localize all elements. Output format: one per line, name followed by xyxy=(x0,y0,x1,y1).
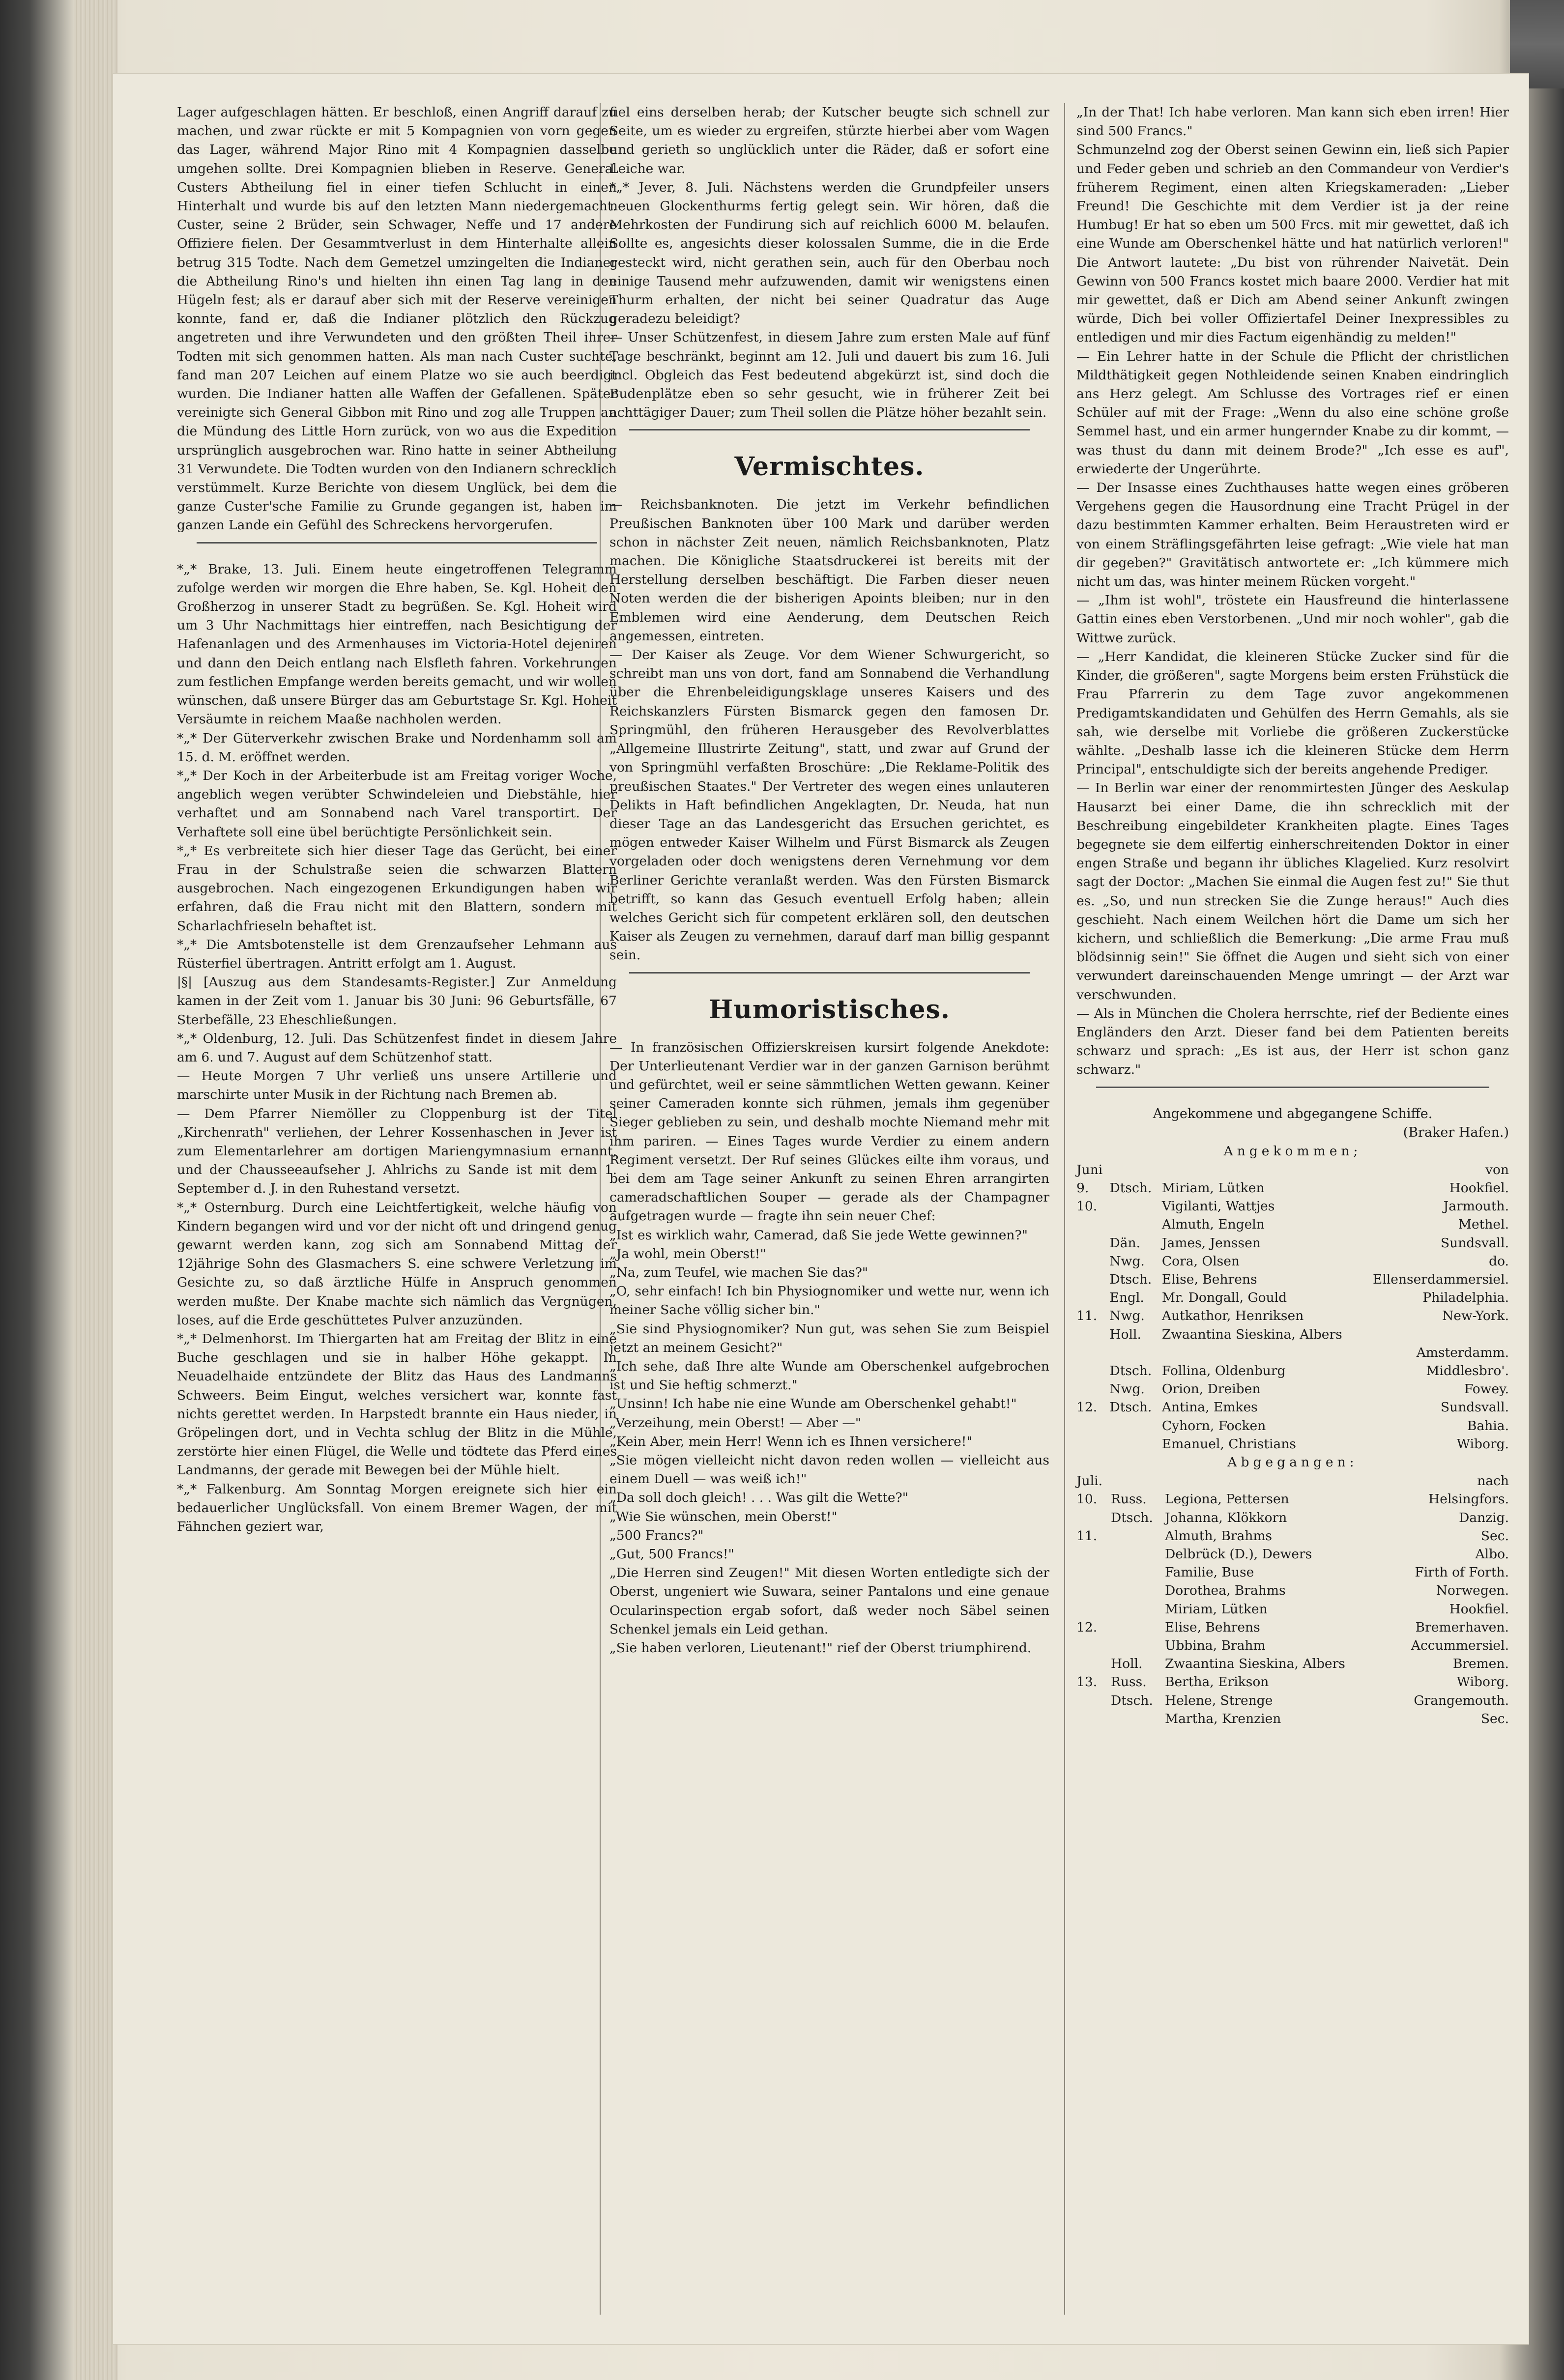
ship-row xyxy=(1076,1215,1509,1233)
ship-name: Bertha, Erikson xyxy=(1165,1674,1269,1690)
ship-flag: Engl. xyxy=(1109,1290,1144,1306)
table-row xyxy=(1076,1161,1509,1179)
anecdote-paragraph: Schmunzelnd zog der Oberst seinen Gewinn ein, ließ sich Papier und Feder geben und schrieb an den Commandeur von Verdier's früherem Regiment, einen alten Kriegskameraden: „Lieber Freund! Die Geschichte mit dem Verdier ist ja der reine Humbug! Er hat so eben um 500 Frcs. mit mir gewettet, daß ich eine Wunde am Oberschenkel hätte und hat natürlich verloren!" Die Antwort lautete: „Du bist von rührender Naivetät. Dein Gewinn von 500 Francs kostet mich baare 2000. Verdier hat mit mir gewettet, daß er Dich am Abend seiner Ankunft zwingen würde, Dich bei voller Offiziertafel Deiner Inexpressibles zu entledigen und mir dies Factum eigenhändig zu melden!" xyxy=(1076,142,1509,345)
ship-name: Miriam, Lütken xyxy=(1165,1601,1268,1617)
ship-list-departed-heading: Abgegangen: xyxy=(1227,1455,1358,1470)
article-paragraph: — Reichsbanknoten. Die jetzt im Verkehr befindlichen Preußischen Banknoten über 100 Mark und darüber werden schon in nächster Zeit neuen, nämlich Reichsbanknoten, Platz machen. Die Königliche Staatsdruckerei ist bereits mit der Herstellung derselben beschäftigt. Die Farben dieser neuen Noten werden die der bisherigen Apoints bleiben; nur in den Emblemen wird eine Aenderung, dem Deutschen Reich angemessen, eintreten. xyxy=(609,497,1049,644)
ship-port: Hookfiel. xyxy=(1449,1601,1509,1617)
ship-row xyxy=(1076,1417,1509,1435)
ship-day xyxy=(1076,1380,1109,1398)
article-paragraph: Lager aufgeschlagen hätten. Er beschloß, einen Angriff darauf zu machen, und zwar rückte er mit 5 Kompagnien von vorn gegen das Lager, während Major Rino mit 4 Kompagnien dasselbe umgehen sollte. Drei Kompagnien blieben in Reserve. General Custers Abtheilung fiel in einer tiefen Schlucht in einen Hinterhalt und wurde bis auf den letzten Mann niedergemacht. Custer, seine 2 Brüder, sein Schwager, Neffe und 17 andere Offiziere fielen. Der Gesammtverlust in dem Hinterhalte allein betrug 315 Todte. Nach dem Gemetzel umzingelten die Indianer die Abtheilung Rino's und hielten ihn einen Tag lang in den Hügeln fest; als er darauf aber sich mit der Reserve vereinigen konnte, fand er, daß die Indianer plötzlich den Rückzug angetreten und ihre Verwundeten und den größten Theil ihrer Todten mit sich genommen hatten. Als man nach Custer suchte, fand man 207 Leichen auf einem Platze wo sie auch beerdigt wurden. Die Indianer hatten alle Waffen der Gefallenen. Später vereinigte sich General Gibbon mit Rino und zog alle Truppen an die Mündung des Little Horn zurück, von wo aus die Expedition ursprünglich ausgebrochen war. Rino hatte in seiner Abtheilung 31 Verwundete. Die Todten wurden von den Indianern schrecklich verstümmelt. Kurze Berichte von diesem Unglück, bei dem die ganze Custer'sche Familie zu Grunde gegangen ist, haben im ganzen Lande ein Gefühl des Schreckens hervorgerufen. xyxy=(177,105,617,533)
ship-row xyxy=(1076,1344,1509,1362)
dialogue-line: „Die Herren sind Zeugen!" Mit diesen Worten entledigte sich der Oberst, ungeniert wie Suwara, seiner Pantalons und eine genaue Ocularinspection ergab sofort, daß weder noch Säbel seinen Schenkel jemals ein Leid gethan. xyxy=(609,1565,1049,1637)
section-title-humoristisches: Humoristisches. xyxy=(708,994,951,1025)
ship-row xyxy=(1076,1362,1509,1380)
local-news-paragraph: — Heute Morgen 7 Uhr verließ uns unsere Artillerie und marschirte unter Musik in der Richtung nach Bremen ab. xyxy=(177,1068,617,1103)
local-news-paragraph: *„* Es verbreitete sich hier dieser Tage das Gerücht, bei einer Frau in der Schulstraße seien die schwarzen Blattern ausgebrochen. Nach eingezogenen Erkundigungen haben wir erfahren, daß die Frau nicht mit den Blattern, sondern mit Scharlachfrieseln behaftet ist. xyxy=(177,843,617,934)
ship-name: Orion, Dreiben xyxy=(1161,1381,1261,1397)
binding-edge xyxy=(74,0,118,2380)
local-news-jever: *„* Jever, 8. Juli. Nächstens werden die Grundpfeiler unsers neuen Glockenthurms fertig gelegt sein. Wir hören, daß die Mehrkosten der Fundirung sich auf reichlich 6000 M. belaufen. Sollte es, angesichts dieser kolossalen Summe, die in die Erde gesteckt wird, nicht gerathen sein, auch für den Oberbau noch einige Tausend mehr aufzuwenden, damit wir wenigstens einen Thurm erhalten, der nicht bei seiner Quadratur das Auge geradezu beleidigt? xyxy=(609,179,1049,327)
ship-name: Ubbina, Brahm xyxy=(1165,1638,1266,1654)
ship-flag: Nwg. xyxy=(1109,1381,1145,1397)
anecdote-paragraph: — „Ihm ist wohl", tröstete ein Hausfreund die hinterlassene Gattin eines eben Verstorbenen. „Und mir noch wohler", gab die Wittwe zurück. xyxy=(1076,593,1509,646)
column-left xyxy=(177,103,617,1536)
ship-row xyxy=(1076,1563,1509,1581)
ship-row xyxy=(1076,1692,1509,1710)
ship-flag: Dän. xyxy=(1109,1235,1141,1251)
ship-list-source: (Braker Hafen.) xyxy=(1403,1124,1509,1140)
ship-day: 10. xyxy=(1076,1199,1098,1214)
dialogue-line: „Ja wohl, mein Oberst!" xyxy=(609,1246,766,1262)
dialogue-line: „Na, zum Teufel, wie machen Sie das?" xyxy=(609,1264,869,1280)
ship-day xyxy=(1076,1600,1111,1618)
dialogue-line: „Verzeihung, mein Oberst! — Aber —" xyxy=(609,1415,862,1431)
ship-name: Martha, Krenzien xyxy=(1165,1711,1281,1726)
ship-row xyxy=(1076,1509,1509,1527)
article-paragraph: — Unser Schützenfest, in diesem Jahre zum ersten Male auf fünf Tage beschränkt, beginnt am 12. Juli und dauert bis zum 16. Juli incl. Obgleich das Fest bedeutend abgekürzt ist, sind doch die Budenplätze eben so sehr gesucht, wie in früherer Zeit bei achttägiger Dauer; zum Theil sollen die Plätze höher bezahlt sein. xyxy=(609,330,1049,421)
ship-flag xyxy=(1109,1197,1161,1215)
ship-name: Elise, Behrens xyxy=(1165,1619,1260,1635)
ship-flag xyxy=(1111,1527,1165,1545)
ship-row xyxy=(1076,1234,1509,1252)
local-news-osternburg: *„* Osternburg. Durch eine Leichtfertigkeit, welche häufig von Kindern begangen wird und vor der nicht oft und dringend genug gewarnt werden kann, zog sich am Sonnabend Mittag der 12jährige Sohn des Glasmachers S. eine schwere Verletzung im Gesichte zu, so daß ärztliche Hülfe in Anspruch genommen werden mußte. Der Knabe machte sich nämlich das Vergnügen, loses, auf die Erde geschüttetes Pulver anzuzünden. xyxy=(177,1200,617,1328)
ship-day xyxy=(1076,1710,1111,1728)
ship-port: Bahia. xyxy=(1467,1418,1509,1434)
ship-day xyxy=(1076,1289,1109,1307)
ship-name: Helene, Strenge xyxy=(1165,1692,1273,1708)
table-row xyxy=(1076,1472,1509,1490)
ship-port xyxy=(1373,1325,1509,1344)
ship-day xyxy=(1076,1215,1109,1233)
ship-name: Almuth, Engeln xyxy=(1161,1217,1265,1233)
ship-name: James, Jenssen xyxy=(1161,1235,1261,1251)
dialogue-line: „Kein Aber, mein Herr! Wenn ich es Ihnen versichere!" xyxy=(609,1434,973,1449)
ship-flag xyxy=(1111,1600,1165,1618)
ship-row xyxy=(1076,1179,1509,1197)
departed-ships-table xyxy=(1076,1472,1509,1728)
ship-name: Antina, Emkes xyxy=(1161,1400,1258,1415)
ship-flag xyxy=(1111,1618,1165,1636)
ship-name: Elise, Behrens xyxy=(1161,1271,1257,1287)
ship-list-arrived-heading: Angekommen; xyxy=(1223,1143,1362,1159)
ship-day xyxy=(1076,1435,1109,1453)
local-news-falkenburg: *„* Falkenburg. Am Sonntag Morgen ereignete sich hier ein bedauerlicher Unglücksfall. Von einem Bremer Wagen, der mit Fähnchen geziert war, xyxy=(177,1481,617,1535)
ship-flag: Nwg. xyxy=(1109,1253,1145,1269)
ship-flag xyxy=(1109,1417,1161,1435)
ship-name: Almuth, Brahms xyxy=(1165,1528,1273,1544)
ship-flag xyxy=(1111,1545,1165,1563)
ship-row xyxy=(1076,1325,1509,1344)
ship-port: Helsingfors. xyxy=(1428,1491,1509,1507)
ship-row xyxy=(1076,1435,1509,1453)
local-news-delmenhorst: *„* Delmenhorst. Im Thiergarten hat am Freitag der Blitz in eine Buche geschlagen und sie in halber Höhe gekappt. In Neuadelhaide entzündete der Blitz das Haus des Landmanns Schweers. Beim Eingut, welches versichert war, konnte fast nichts gerettet werden. In Harpstedt brannte ein Haus nieder, in Gröpelingen dort, und in Vechta schlug der Blitz in die Mühle, zerstörte hier einen Flügel, die Welle und tödtete das Pferd eines Landmanns, der gerade mit Bewegen bei der Mühle hielt. xyxy=(177,1331,617,1478)
ship-port: Bremerhaven. xyxy=(1415,1619,1509,1635)
dialogue-line: „Sie sind Physiognomiker? Nun gut, was sehen Sie zum Beispiel jetzt an meinem Gesicht?" xyxy=(609,1321,1049,1355)
arrived-ships-table xyxy=(1076,1161,1509,1453)
ship-day: 13. xyxy=(1076,1674,1098,1690)
article-paragraph: fiel eins derselben herab; der Kutscher beugte sich schnell zur Seite, um es wieder zu ergreifen, stürzte hierbei aber vom Wagen und gerieth so unglücklich unter die Räder, daß er sofort eine Leiche war. xyxy=(609,105,1049,176)
ship-day xyxy=(1076,1581,1111,1600)
ship-row xyxy=(1076,1398,1509,1416)
dialogue-line: „Sie mögen vielleicht nicht davon reden wollen — vielleicht aus einem Duell — was weiß ich!" xyxy=(609,1453,1049,1487)
dialogue-line: „Sie haben verloren, Lieutenant!" rief der Oberst triumphirend. xyxy=(609,1640,1032,1656)
month-label: Juli. xyxy=(1076,1473,1103,1489)
ship-name: Miriam, Lütken xyxy=(1161,1180,1265,1196)
ship-row xyxy=(1076,1710,1509,1728)
local-news-paragraph: — Dem Pfarrer Niemöller zu Cloppenburg ist der Titel „Kirchenrath" verliehen, der Lehrer Kossenhaschen in Jever ist zum Elementarlehrer am dortigen Mariengymnasium ernannt, und der Chausseeaufseher J. Ahlrichs zu Sande ist mit dem 1. September d. J. in den Ruhestand versetzt. xyxy=(177,1106,617,1197)
ship-name: Vigilanti, Wattjes xyxy=(1161,1199,1275,1214)
dialogue-line: „Unsinn! Ich habe nie eine Wunde am Oberschenkel gehabt!" xyxy=(609,1396,1017,1412)
ship-day xyxy=(1076,1344,1109,1362)
ship-row xyxy=(1076,1490,1509,1508)
anecdote-paragraph: — In französischen Offizierskreisen kursirt folgende Anekdote: Der Unterlieutenant Verdier war in der ganzen Garnison berühmt und gefürchtet, weil er seine sämmtlichen Wetten gewann. Keiner seiner Cameraden konnte sich rühmen, jemals ihm gegenüber Sieger geblieben zu sein, und deshalb mochte Niemand mehr mit ihm pariren. — Eines Tages wurde Verdier zu einem andern Regiment versetzt. Der Ruf seines Glückes eilte ihm voraus, und bei dem am Tage seiner Ankunft zu seinen Ehren arrangirten cameradschaftlichen Souper — gerade als der Champagner aufgetragen wurde — fragte ihn sein neuer Chef: xyxy=(609,1039,1049,1224)
ship-flag: Holl. xyxy=(1109,1326,1141,1342)
ship-port: Middlesbro'. xyxy=(1426,1363,1509,1378)
ship-flag xyxy=(1109,1435,1161,1453)
ship-day: 11. xyxy=(1076,1308,1098,1324)
ship-flag: Russ. xyxy=(1111,1491,1147,1507)
ship-flag xyxy=(1111,1636,1165,1655)
dialogue-line: „Da soll doch gleich! . . . Was gilt die Wette?" xyxy=(609,1490,908,1506)
ship-flag: Dtsch. xyxy=(1111,1510,1153,1525)
ship-row xyxy=(1076,1600,1509,1618)
ship-day xyxy=(1076,1234,1109,1252)
from-label: von xyxy=(1485,1162,1509,1177)
ship-day xyxy=(1076,1655,1111,1673)
anecdote-paragraph: — Ein Lehrer hatte in der Schule die Pflicht der christlichen Mildthätigkeit gegen Nothleidende seinen Knaben eindringlich ans Herz gelegt. Am Schlusse des Vortrages rief er einen Schüler auf mit der Frage: „Wenn du also eine schöne große Semmel hast, und ein armer hungernder Knabe zu dir kommt, — was thust du dann mit deinem Brode?" „Ich esse es auf", erwiederte der Ungerührte. xyxy=(1076,348,1509,477)
dialogue-line: „Ich sehe, daß Ihre alte Wunde am Oberschenkel aufgebrochen ist und Sie heftig schmerzt." xyxy=(609,1358,1049,1393)
anecdote-paragraph: — In Berlin war einer der renommirtesten Jünger des Aeskulap Hausarzt bei einer Dame, die ihn schrecklich mit der Beschreibung eingebildeter Krankheiten plagte. Eines Tages begegnete sie dem eilfertig einherschreitenden Doktor in einer engen Straße und begann ihr übliches Klagelied. Kurz resolvirt sagt der Doctor: „Machen Sie einmal die Augen fest zu!" Sie thut es. „So, und nun strecken Sie die Zunge heraus!" Auch dies geschieht. Nach einem Weilchen hört die Dame um sich her kichern, und schließlich die Bemerkung: „Die arme Frau muß blödsinnig sein!" Sie öffnet die Augen und sieht sich von einer verwundert dareinschauenden Menge umringt — der Arzt war verschwunden. xyxy=(1076,780,1509,1003)
ship-port: Grangemouth. xyxy=(1414,1692,1509,1708)
ship-day: 12. xyxy=(1076,1400,1098,1415)
ship-day xyxy=(1076,1417,1109,1435)
ship-row xyxy=(1076,1545,1509,1563)
ship-row xyxy=(1076,1527,1509,1545)
ship-port: Sundsvall. xyxy=(1441,1235,1509,1251)
dialogue-line: „Wie Sie wünschen, mein Oberst!" xyxy=(609,1509,838,1524)
ship-flag xyxy=(1109,1215,1161,1233)
ship-flag: Holl. xyxy=(1111,1656,1143,1672)
local-news-paragraph: *„* Die Amtsbotenstelle ist dem Grenzaufseher Lehmann aus Rüsterfiel übertragen. Antritt erfolgt am 1. August. xyxy=(177,937,617,971)
dialogue-line: „Gut, 500 Francs!" xyxy=(609,1547,734,1562)
ship-port: Albo. xyxy=(1475,1547,1509,1562)
ship-name: Mr. Dongall, Gould xyxy=(1161,1290,1287,1306)
ship-port: Wiborg. xyxy=(1456,1436,1509,1452)
ship-port: Hookfiel. xyxy=(1449,1180,1509,1196)
ship-day xyxy=(1076,1362,1109,1380)
dialogue-line: „O, sehr einfach! Ich bin Physiognomiker und wette nur, wenn ich meiner Sache völlig sicher bin." xyxy=(609,1284,1049,1318)
local-news-oldenburg: *„* Oldenburg, 12. Juli. Das Schützenfest findet in diesem Jahre am 6. und 7. August auf dem Schützenhof statt. xyxy=(177,1031,617,1065)
ship-day xyxy=(1076,1692,1111,1710)
local-news-paragraph: *„* Der Koch in der Arbeiterbude ist am Freitag voriger Woche, angeblich wegen verübter Schwindeleien und Diebstähle, hier verhaftet und am Sonnabend nach Varel transportirt. Der Verhaftete soll eine übel berüchtigte Persönlichkeit sein. xyxy=(177,768,617,840)
ship-port: Accummersiel. xyxy=(1411,1638,1509,1654)
ship-flag: Dtsch. xyxy=(1109,1363,1152,1378)
ship-flag: Nwg. xyxy=(1109,1308,1145,1324)
ship-name: Autkathor, Henriksen xyxy=(1161,1308,1304,1324)
ship-day xyxy=(1076,1270,1109,1289)
ship-row xyxy=(1076,1655,1509,1673)
ship-port: Fowey. xyxy=(1464,1381,1509,1397)
dialogue-line: „Ist es wirklich wahr, Camerad, daß Sie jede Wette gewinnen?" xyxy=(609,1227,1028,1243)
ship-flag xyxy=(1111,1563,1165,1581)
ship-day: 9. xyxy=(1076,1180,1089,1196)
ship-flag xyxy=(1111,1710,1165,1728)
ship-day xyxy=(1076,1563,1111,1581)
section-divider xyxy=(1096,1087,1489,1088)
ship-row xyxy=(1076,1270,1509,1289)
ship-flag: Dtsch. xyxy=(1109,1180,1152,1196)
section-title-vermischtes: Vermischtes. xyxy=(734,452,925,482)
ship-name xyxy=(1162,1344,1373,1362)
ship-flag: Dtsch. xyxy=(1109,1271,1152,1287)
column-middle xyxy=(609,103,1049,1658)
ship-day xyxy=(1076,1509,1111,1527)
ship-port: Methel. xyxy=(1458,1217,1509,1233)
to-label: nach xyxy=(1477,1473,1509,1489)
local-news-paragraph: *„* Der Güterverkehr zwischen Brake und Nordenhamm soll am 15. d. M. eröffnet werden. xyxy=(177,730,617,765)
column-right xyxy=(1076,103,1509,1728)
ship-day xyxy=(1076,1252,1109,1270)
anecdote-paragraph: „In der That! Ich habe verloren. Man kann sich eben irren! Hier sind 500 Francs." xyxy=(1076,105,1509,139)
ship-row xyxy=(1076,1636,1509,1655)
local-news-brake: *„* Brake, 13. Juli. Einem heute eingetroffenen Telegramm zufolge werden wir morgen die Ehre haben, Se. Kgl. Hoheit den Großherzog in unserer Stadt zu begrüßen. Se. Kgl. Hoheit wird um 3 Uhr Nachmittags hier eintreffen, nach Besichtigung der Hafenanlagen und des Armenhauses im Victoria-Hotel dejeniren und dann den Deich entlang nach Elsfleth fahren. Vorkehrungen zum festlichen Empfange werden bereits gemacht, und wir wollen wünschen, daß unsere Bürger das am Geburtstage Sr. Kgl. Hoheit Versäumte in reichem Maaße nachholen werden. xyxy=(177,561,617,727)
ship-row xyxy=(1076,1307,1509,1325)
anecdote-paragraph: — Der Insasse eines Zuchthauses hatte wegen eines gröberen Vergehens gegen die Hausordnung eine Tracht Prügel in der dazu bestimmten Kammer erhalten. Beim Heraustreten wird er von einem Sträflingsgefährten leise gefragt: „Wie viele hat man dir gegeben?" Gravitätisch antwortete er: „Ich kümmere mich nicht um das, was hinter meinem Rücken vorgeht." xyxy=(1076,480,1509,590)
ship-name: Familie, Buse xyxy=(1165,1565,1254,1580)
ship-name: Cyhorn, Focken xyxy=(1161,1418,1266,1434)
ship-port: Sundsvall. xyxy=(1441,1400,1509,1415)
ship-port: New-York. xyxy=(1442,1308,1509,1324)
ship-name: Dorothea, Brahms xyxy=(1165,1583,1286,1599)
ship-row xyxy=(1076,1581,1509,1600)
ship-row xyxy=(1076,1673,1509,1691)
dialogue-line: „500 Francs?" xyxy=(609,1527,704,1543)
ship-port: Bremen. xyxy=(1452,1656,1509,1672)
ship-port: Norwegen. xyxy=(1436,1583,1509,1599)
month-label: Juni xyxy=(1076,1162,1103,1177)
section-divider xyxy=(629,972,1030,974)
ship-day: 10. xyxy=(1076,1491,1098,1507)
column-rule xyxy=(1064,103,1065,2315)
ship-flag xyxy=(1109,1344,1161,1362)
ship-port: Wiborg. xyxy=(1456,1674,1509,1690)
anecdote-paragraph: — Als in München die Cholera herrschte, rief der Bediente eines Engländers den Arzt. Dieser fand bei dem Patienten bereits schwarz und sprach: „Es ist aus, der Herr ist schon ganz schwarz." xyxy=(1076,1005,1509,1078)
ship-day xyxy=(1076,1636,1111,1655)
ship-flag: Dtsch. xyxy=(1109,1400,1152,1415)
anecdote-paragraph: — „Herr Kandidat, die kleineren Stücke Zucker sind für die Kinder, die größeren", sagte Morgens beim ersten Frühstück die Frau Pfarrerin zu dem Tage zuvor angekommenen Predigamtskandidaten und Gehülfen des Herrn Gemahls, als sie sah, wie derselbe mit Vorliebe die größeren Zuckerstücke wählte. „Deshalb lasse ich die kleineren Stücke dem Herrn Principal", entschuldigte sich der bereits angehende Prediger. xyxy=(1076,649,1509,777)
ship-flag xyxy=(1111,1581,1165,1600)
ship-name: Emanuel, Christians xyxy=(1161,1436,1296,1452)
ship-port: Amsterdamm. xyxy=(1416,1345,1509,1360)
ship-day xyxy=(1076,1325,1109,1344)
ship-port: do. xyxy=(1489,1253,1509,1269)
ship-flag: Russ. xyxy=(1111,1674,1147,1690)
standesamt-register: |§| [Auszug aus dem Standesamts-Register.] Zur Anmeldung kamen in der Zeit vom 1. Januar bis 30 Juni: 96 Geburtsfälle, 67 Sterbefälle, 23 Eheschließungen. xyxy=(177,975,617,1028)
ship-name: Follina, Oldenburg xyxy=(1161,1363,1286,1378)
ship-day: 12. xyxy=(1076,1619,1098,1635)
ship-name: Cora, Olsen xyxy=(1161,1253,1240,1269)
ship-list-title: Angekommene und abgegangene Schiffe. xyxy=(1153,1106,1433,1121)
ship-port: Jarmouth. xyxy=(1443,1199,1509,1214)
ship-name: Delbrück (D.), Dewers xyxy=(1165,1547,1312,1562)
ship-port: Ellenserdammersiel. xyxy=(1372,1271,1509,1287)
ship-row xyxy=(1076,1380,1509,1398)
newspaper-page xyxy=(113,74,1529,2344)
section-divider xyxy=(197,542,597,544)
ship-port: Firth of Forth. xyxy=(1415,1565,1509,1580)
ship-row xyxy=(1076,1289,1509,1307)
section-divider xyxy=(629,429,1030,430)
ship-day xyxy=(1076,1545,1111,1563)
article-paragraph: — Der Kaiser als Zeuge. Vor dem Wiener Schwurgericht, so schreibt man uns von dort, fand am Sonnabend die Verhandlung über die Ehrenbeleidigungsklage unseres Kaisers und des Reichskanzlers Fürsten Bismarck gegen den famosen Dr. Springmühl, den früheren Herausgeber des Revolverblattes „Allgemeine Illustrirte Zeitung", statt, und zwar auf Grund der von Springmühl verfaßten Broschüre: „Die Reklame-Politik des preußischen Staates." Der Vertreter des wegen eines unlauteren Delikts in Haft befindlichen Angeklagten, Dr. Neuda, hat nun dieser Tage an das Landesgericht das Ersuchen gerichtet, es mögen entweder Kaiser Wilhelm und Fürst Bismarck als Zeugen vorgeladen oder doch wenigstens deren Vernehmung vor dem Berliner Gerichte veranlaßt werden. Was den Fürsten Bismarck betrifft, so kann das Gesuch eventuell Erfolg haben; allein welches Gericht sich für competent erklären soll, den deutschen Kaiser als Zeugen zu vernehmen, darauf darf man billig gespannt sein. xyxy=(609,647,1049,963)
ship-row xyxy=(1076,1252,1509,1270)
ship-name: Johanna, Klökkorn xyxy=(1165,1510,1287,1525)
ship-name: Zwaantina Sieskina, Albers xyxy=(1165,1656,1345,1672)
ship-name: Legiona, Pettersen xyxy=(1165,1491,1289,1507)
ship-name: Zwaantina Sieskina, Albers xyxy=(1161,1326,1342,1342)
ship-port: Philadelphia. xyxy=(1422,1290,1509,1306)
ship-row xyxy=(1076,1197,1509,1215)
ship-flag: Dtsch. xyxy=(1111,1692,1153,1708)
ship-day: 11. xyxy=(1076,1528,1098,1544)
ship-port: Sec. xyxy=(1480,1711,1509,1726)
ship-row xyxy=(1076,1618,1509,1636)
ship-port: Danzig. xyxy=(1459,1510,1509,1525)
ship-port: Sec. xyxy=(1480,1528,1509,1544)
